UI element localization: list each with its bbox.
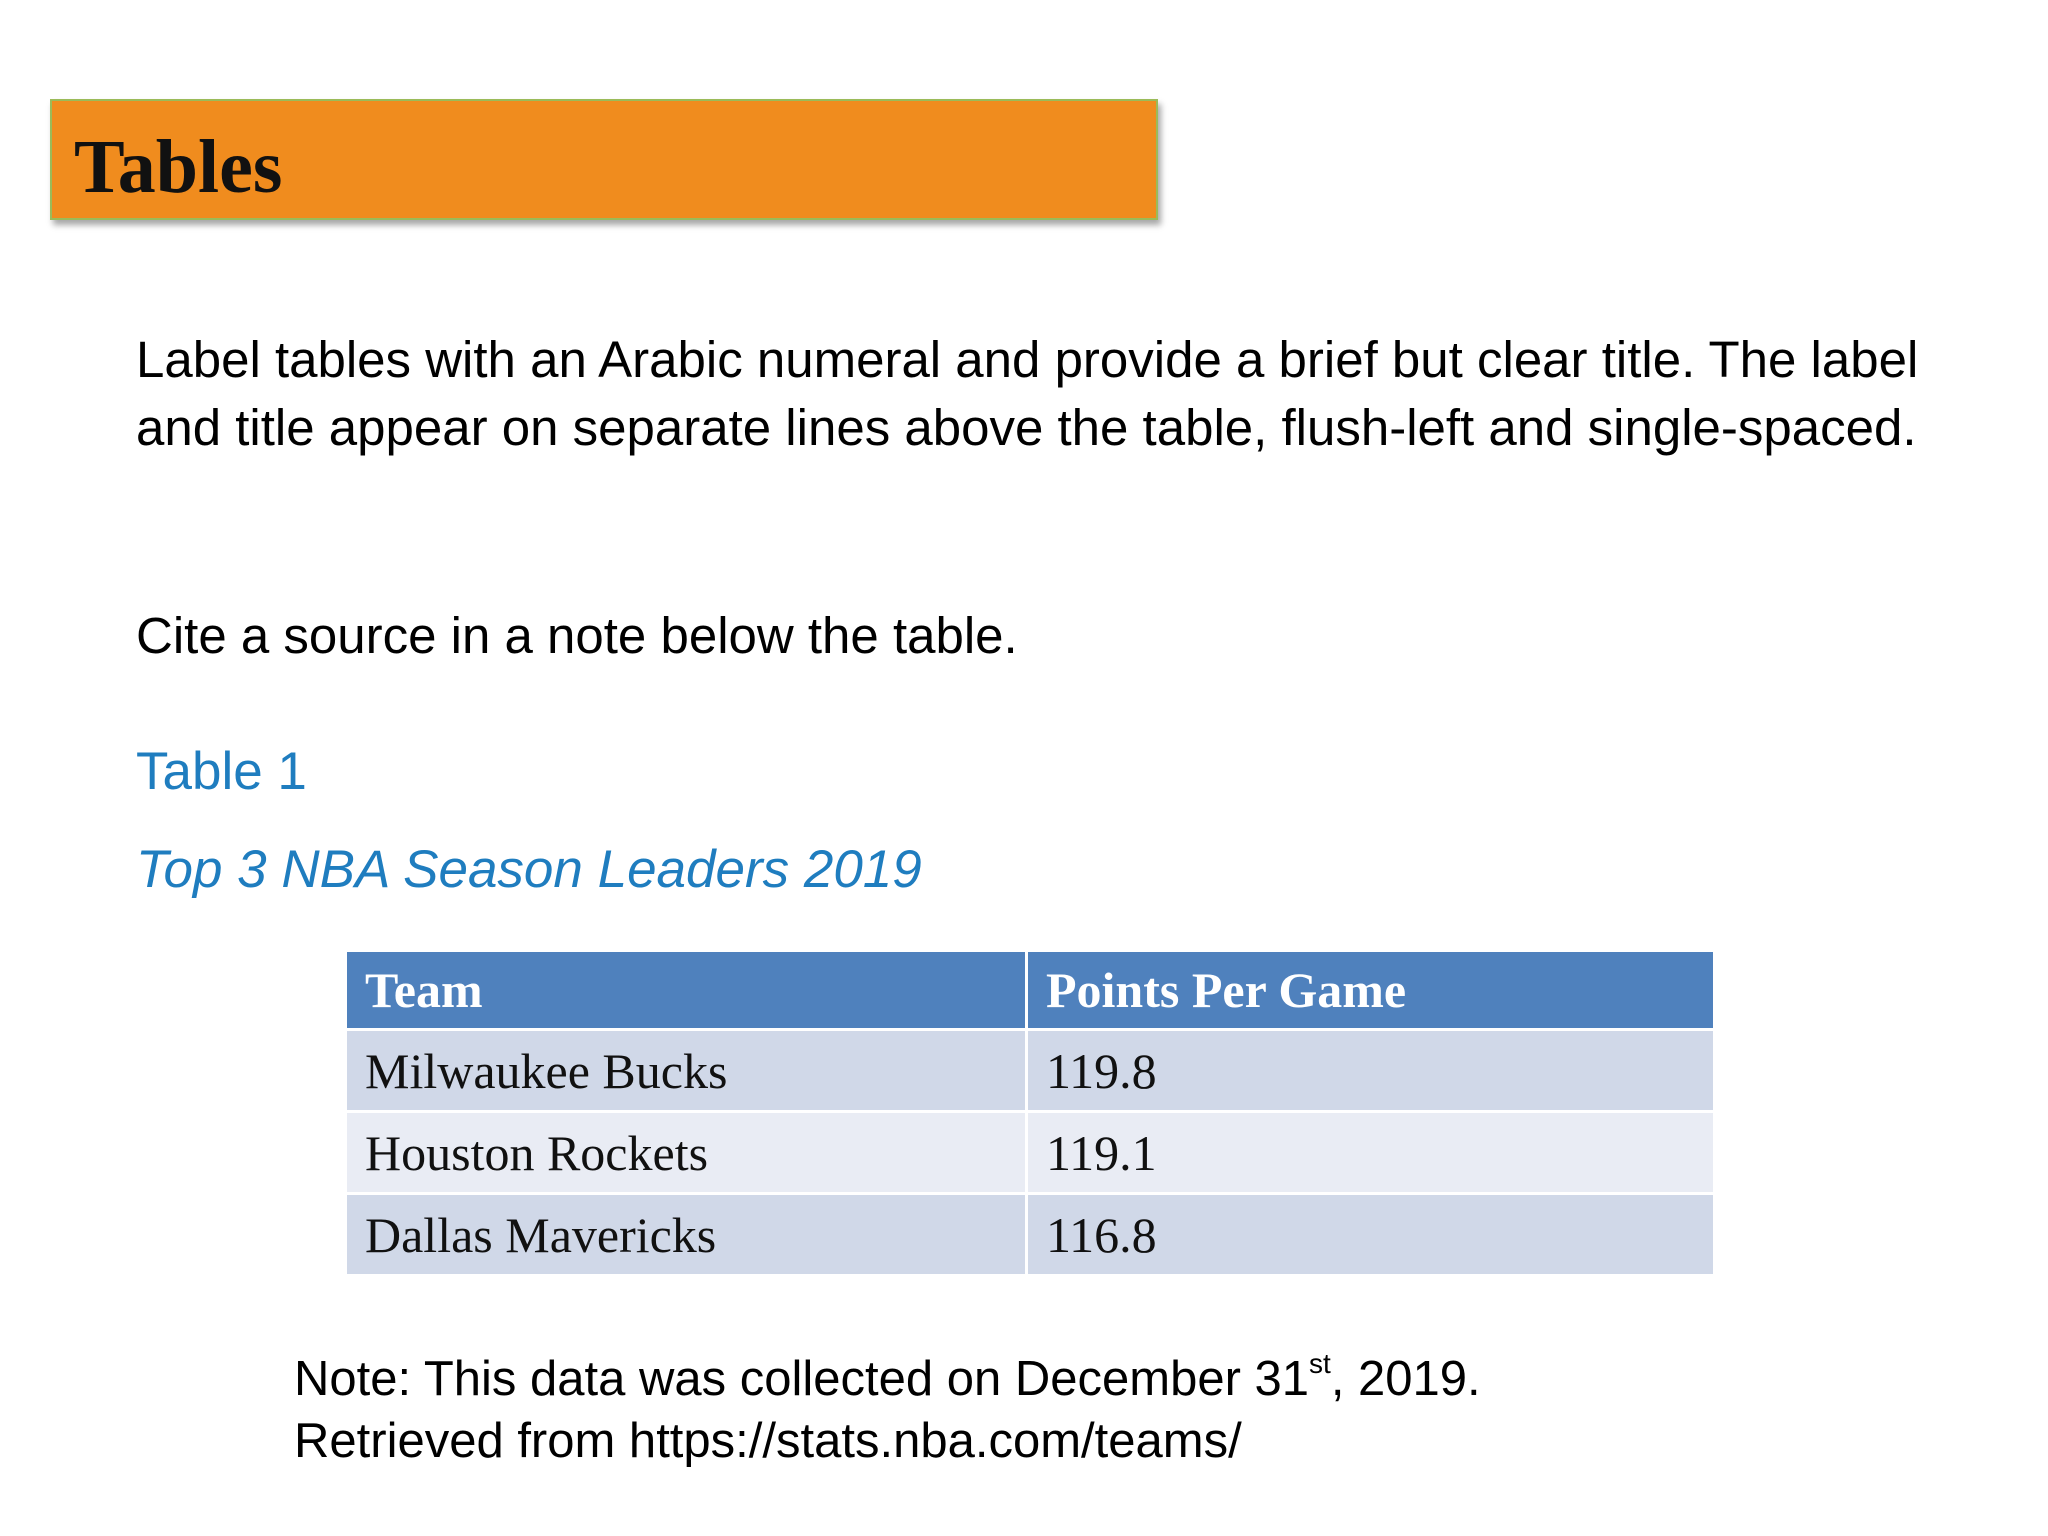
cell-team: Milwaukee Bucks xyxy=(347,1031,1025,1110)
table-title: Top 3 NBA Season Leaders 2019 xyxy=(136,840,922,899)
instruction-paragraph-cite: Cite a source in a note below the table. xyxy=(136,607,1018,664)
cell-team: Dallas Mavericks xyxy=(347,1195,1025,1274)
slide-title: Tables xyxy=(74,125,283,209)
note-year-text: , 2019. xyxy=(1330,1352,1481,1406)
title-banner xyxy=(50,99,1158,220)
table-label: Table 1 xyxy=(136,742,307,801)
instruction-paragraph-label: Label tables with an Arabic numeral and provide a brief but clear title. The label and title appear on separate lines above the table, flush-left and single-spaced. xyxy=(136,331,1919,456)
source-note xyxy=(294,1348,1481,1472)
table-header-row xyxy=(347,952,1713,1028)
table-row xyxy=(347,1195,1713,1274)
note-ordinal-suffix: st xyxy=(1309,1348,1331,1379)
table-row xyxy=(347,1113,1713,1192)
cell-points: 119.1 xyxy=(1028,1113,1713,1192)
data-table xyxy=(344,949,1716,1277)
note-source-link: Retrieved from https://stats.nba.com/teams/ xyxy=(294,1414,1242,1468)
table-row xyxy=(347,1031,1713,1110)
cell-team: Houston Rockets xyxy=(347,1113,1025,1192)
header-points: Points Per Game xyxy=(1028,952,1713,1028)
header-team: Team xyxy=(347,952,1025,1028)
cell-points: 119.8 xyxy=(1028,1031,1713,1110)
note-date-text: Note: This data was collected on December 31 xyxy=(294,1352,1310,1406)
cell-points: 116.8 xyxy=(1028,1195,1713,1274)
